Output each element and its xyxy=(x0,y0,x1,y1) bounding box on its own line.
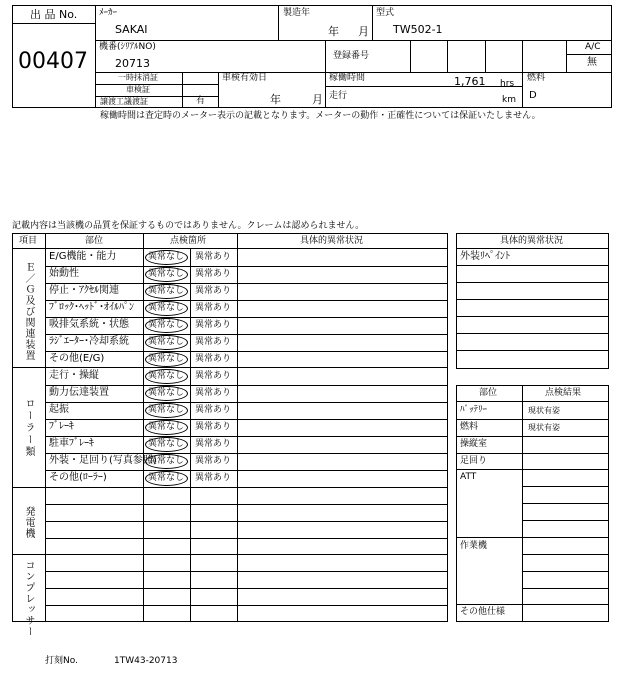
ng-option[interactable]: 異常あり xyxy=(195,439,232,449)
group-label-engine: Ｅ／Ｇ及び関連装置 xyxy=(23,262,34,361)
hours-unit: hrs xyxy=(500,79,515,89)
result-part-other: その他仕様 xyxy=(460,607,506,617)
ok-option[interactable]: 異常なし xyxy=(148,371,185,381)
lot-label: 出 品 No. xyxy=(30,8,78,21)
group-label-compressor: コンプレッサー xyxy=(23,560,34,637)
expiry-month-unit: 月 xyxy=(312,93,323,106)
row-part-label: 動力伝達装置 xyxy=(49,387,109,398)
result-part-battery: ﾊﾞｯﾃﾘｰ xyxy=(460,405,488,415)
row-part-label: ﾌﾞﾛｯｸ･ﾍｯﾄﾞ･ｵｲﾙﾊﾟﾝ xyxy=(49,302,134,313)
ok-option[interactable]: 異常なし xyxy=(148,303,185,313)
year-unit: 年 xyxy=(328,25,339,38)
fuel-value: D xyxy=(529,90,537,101)
result-part-work: 作業機 xyxy=(460,541,488,551)
ng-option[interactable]: 異常あり xyxy=(195,405,232,415)
travel-unit: km xyxy=(502,95,516,105)
year-label: 製造年 xyxy=(283,8,311,18)
head-detail: 具体的異常状況 xyxy=(300,236,364,246)
ok-option[interactable]: 異常なし xyxy=(148,405,185,415)
ng-option[interactable]: 異常あり xyxy=(195,422,232,432)
head-item: 項目 xyxy=(19,236,38,246)
month-unit: 月 xyxy=(358,25,369,38)
row-part-label: その他(ﾛｰﾗｰ) xyxy=(49,472,107,483)
result-part-cab: 操縦室 xyxy=(460,439,488,449)
group-label-generator: 発電機 xyxy=(23,506,34,539)
ng-option[interactable]: 異常あり xyxy=(195,371,232,381)
row-part-label: E/G機能・能力 xyxy=(49,251,117,262)
hours-value: 1,761 xyxy=(454,75,486,88)
model-label: 型式 xyxy=(376,8,395,18)
row-part-label: ﾌﾞﾚｰｷ xyxy=(49,421,74,432)
result-value-battery: 現状有姿 xyxy=(528,406,560,415)
ok-option[interactable]: 異常なし xyxy=(148,456,185,466)
ok-option[interactable]: 異常なし xyxy=(148,320,185,330)
ng-option[interactable]: 異常あり xyxy=(195,354,232,364)
ng-option[interactable]: 異常あり xyxy=(195,456,232,466)
result-head-result: 点検結果 xyxy=(545,388,582,398)
registration-label: 登録番号 xyxy=(333,51,370,61)
result-part-fuel: 燃料 xyxy=(460,422,479,432)
ng-option[interactable]: 異常あり xyxy=(195,388,232,398)
inspection-expiry-label: 車検有効日 xyxy=(222,73,268,83)
row-part-label: ﾗｼﾞｴｰﾀｰ･冷却系統 xyxy=(49,336,129,347)
ok-option[interactable]: 異常なし xyxy=(148,354,185,364)
ok-option[interactable]: 異常なし xyxy=(148,473,185,483)
ok-option[interactable]: 異常なし xyxy=(148,388,185,398)
disclaimer: 記載内容は当該機の品質を保証するものではありません。クレームは認められません。 xyxy=(12,221,365,231)
lot-number: 00407 xyxy=(18,49,88,74)
expiry-year-unit: 年 xyxy=(270,93,281,106)
head-part: 部位 xyxy=(85,236,104,246)
maker-label: ﾒｰｶｰ xyxy=(99,8,118,18)
ng-option[interactable]: 異常あり xyxy=(195,473,232,483)
row-part-label: その他(E/G) xyxy=(49,353,105,364)
result-part-att: ATT xyxy=(460,472,477,482)
ng-option[interactable]: 異常あり xyxy=(195,320,232,330)
stamp-value: 1TW43-20713 xyxy=(114,656,178,666)
inspection-cert-label: 車検証 xyxy=(126,85,150,94)
hours-label: 稼働時間 xyxy=(329,73,366,83)
ok-option[interactable]: 異常なし xyxy=(148,269,185,279)
row-part-label: 起振 xyxy=(49,404,69,415)
ng-option[interactable]: 異常あり xyxy=(195,337,232,347)
group-label-roller: ローラー類 xyxy=(23,398,34,458)
row-part-label: 停止・ｱｸｾﾙ関連 xyxy=(49,285,119,296)
serial-value: 20713 xyxy=(115,57,150,70)
row-part-label: 始動性 xyxy=(49,268,79,279)
ok-option[interactable]: 異常なし xyxy=(148,439,185,449)
temp-cert-label: 一時抹消証 xyxy=(118,73,158,82)
result-part-undercarriage: 足回り xyxy=(460,456,488,466)
ng-option[interactable]: 異常あり xyxy=(195,286,232,296)
right-detail-head: 具体的異常状況 xyxy=(500,236,564,246)
travel-label: 走行 xyxy=(329,91,348,101)
ok-option[interactable]: 異常なし xyxy=(148,337,185,347)
row-part-label: 駐車ﾌﾞﾚｰｷ xyxy=(49,438,94,449)
row-part-label: 走行・操縦 xyxy=(49,370,99,381)
model-value: TW502-1 xyxy=(393,23,443,36)
result-value-fuel: 現状有姿 xyxy=(528,423,560,432)
stamp-label: 打刻No. xyxy=(45,656,78,666)
ng-option[interactable]: 異常あり xyxy=(195,252,232,262)
ng-option[interactable]: 異常あり xyxy=(195,269,232,279)
right-detail-entry: 外装ﾘﾍﾟｲﾝﾄ xyxy=(460,251,510,262)
transfer-cert-label: 譲渡工議渡証 xyxy=(100,97,148,106)
ac-value: 無 xyxy=(587,57,597,68)
result-head-part: 部位 xyxy=(479,388,498,398)
maker-value: SAKAI xyxy=(115,23,148,36)
serial-label: 機番(ｼﾘｱﾙNO) xyxy=(99,42,156,52)
transfer-cert-value: 有 xyxy=(196,96,206,106)
row-part-label: 外装・足回り(写真参照) xyxy=(49,455,157,466)
ok-option[interactable]: 異常なし xyxy=(148,252,185,262)
row-part-label: 吸排気系統・状態 xyxy=(49,319,129,330)
ac-label: A/C xyxy=(585,42,601,52)
ng-option[interactable]: 異常あり xyxy=(195,303,232,313)
meter-note: 稼働時間は査定時のメーター表示の記載となります。メーターの動作・正確性については保証いたしません。 xyxy=(100,111,541,121)
ok-option[interactable]: 異常なし xyxy=(148,422,185,432)
fuel-label: 燃料 xyxy=(527,73,546,83)
head-check: 点検箇所 xyxy=(170,236,207,246)
ok-option[interactable]: 異常なし xyxy=(148,286,185,296)
